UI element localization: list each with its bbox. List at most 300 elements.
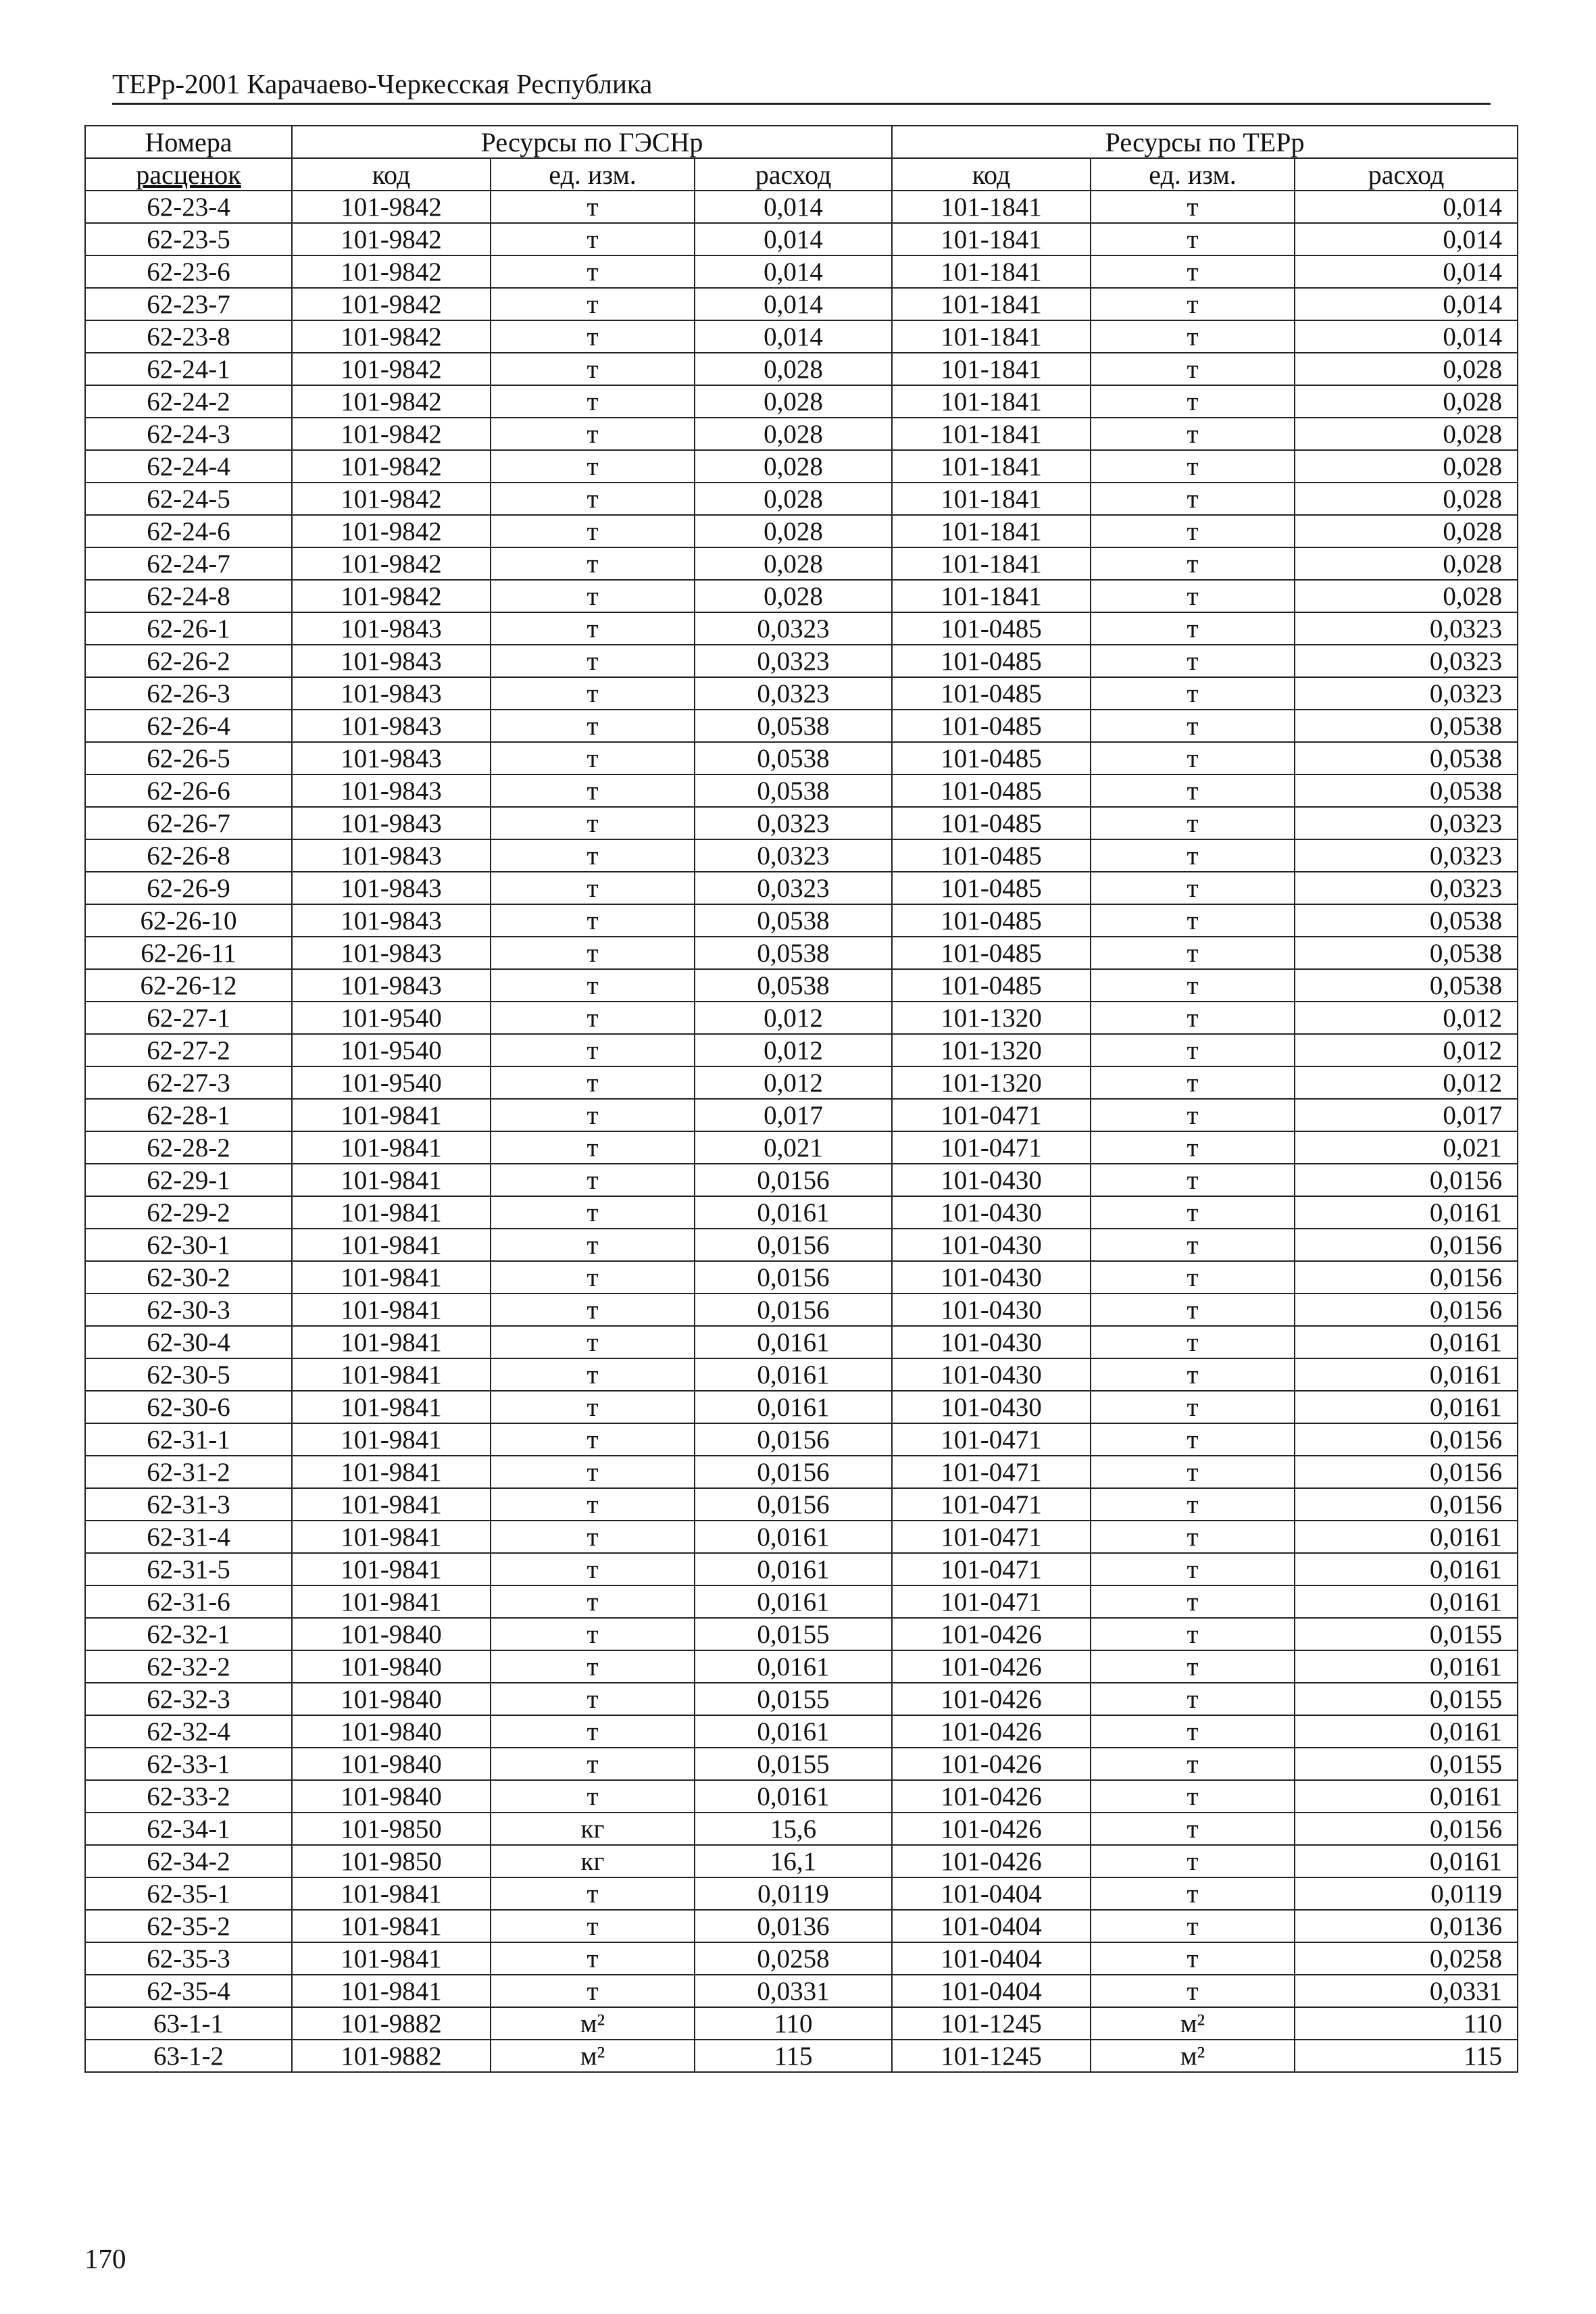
rate-number-cell: 62-31-2 — [85, 1456, 292, 1488]
rate-number-cell: 62-26-10 — [85, 904, 292, 937]
ter-code-header: код — [892, 158, 1091, 191]
gesn-unit-cell: т — [491, 1229, 695, 1261]
ter-code-cell: 101-1320 — [892, 1066, 1091, 1099]
ter-unit-cell: т — [1091, 1683, 1295, 1715]
ter-code-cell: 101-0426 — [892, 1813, 1091, 1845]
gesn-unit-cell: т — [491, 645, 695, 677]
ter-amount-cell: 0,0156 — [1295, 1813, 1518, 1845]
table-row — [85, 1423, 1518, 1456]
table-row — [85, 1553, 1518, 1585]
gesn-amount-cell: 0,0161 — [695, 1391, 892, 1423]
gesn-amount-cell: 0,0155 — [695, 1748, 892, 1780]
table-row — [85, 580, 1518, 612]
ter-unit-cell: т — [1091, 1131, 1295, 1164]
ter-amount-cell: 0,0323 — [1295, 807, 1518, 839]
table-row — [85, 1521, 1518, 1553]
ter-amount-cell: 0,012 — [1295, 1002, 1518, 1034]
gesn-amount-cell: 0,014 — [695, 223, 892, 255]
ter-code-cell: 101-0485 — [892, 677, 1091, 710]
gesn-amount-cell: 0,017 — [695, 1099, 892, 1131]
ter-amount-cell: 0,0538 — [1295, 742, 1518, 774]
gesn-code-cell: 101-9841 — [292, 1164, 491, 1196]
ter-unit-cell: т — [1091, 1164, 1295, 1196]
gesn-code-cell: 101-9841 — [292, 1196, 491, 1229]
gesn-unit-cell: т — [491, 547, 695, 580]
gesn-code-cell: 101-9841 — [292, 1229, 491, 1261]
table-row — [85, 515, 1518, 547]
ter-code-cell: 101-0430 — [892, 1229, 1091, 1261]
ter-code-cell: 101-1320 — [892, 1034, 1091, 1066]
gesn-amount-cell: 0,0161 — [695, 1715, 892, 1748]
table-row — [85, 1780, 1518, 1813]
gesn-unit-cell: т — [491, 288, 695, 320]
gesn-unit-cell: т — [491, 320, 695, 353]
ter-unit-cell: т — [1091, 1261, 1295, 1294]
table-row — [85, 1294, 1518, 1326]
gesn-unit-header: ед. изм. — [491, 158, 695, 191]
table-row — [85, 385, 1518, 418]
rate-number-cell: 62-26-1 — [85, 612, 292, 645]
ter-amount-cell: 0,014 — [1295, 288, 1518, 320]
rate-number-cell: 62-31-6 — [85, 1585, 292, 1618]
table-body — [85, 191, 1518, 2072]
table-row — [85, 1942, 1518, 1975]
gesn-code-cell: 101-9842 — [292, 418, 491, 450]
table-row — [85, 1683, 1518, 1715]
table-row — [85, 353, 1518, 385]
table-row — [85, 904, 1518, 937]
gesn-code-cell: 101-9841 — [292, 1585, 491, 1618]
ter-code-cell: 101-1841 — [892, 418, 1091, 450]
gesn-code-cell: 101-9850 — [292, 1845, 491, 1877]
table-row — [85, 1650, 1518, 1683]
ter-unit-header: ед. изм. — [1091, 158, 1295, 191]
ter-code-cell: 101-1841 — [892, 255, 1091, 288]
ter-code-cell: 101-0485 — [892, 872, 1091, 904]
gesn-amount-cell: 0,0323 — [695, 612, 892, 645]
gesn-code-cell: 101-9841 — [292, 1975, 491, 2007]
gesn-code-cell: 101-9842 — [292, 580, 491, 612]
rate-number-cell: 62-23-4 — [85, 191, 292, 223]
ter-amount-cell: 0,012 — [1295, 1066, 1518, 1099]
ter-code-cell: 101-1245 — [892, 2040, 1091, 2072]
page-title: ТЕРр-2001 Карачаево-Черкесская Республика — [112, 68, 653, 99]
gesn-amount-cell: 0,0119 — [695, 1877, 892, 1910]
gesn-code-cell: 101-9843 — [292, 677, 491, 710]
ter-code-cell: 101-0471 — [892, 1099, 1091, 1131]
gesn-unit-cell: т — [491, 1975, 695, 2007]
ter-unit-cell: т — [1091, 255, 1295, 288]
ter-unit-cell: т — [1091, 418, 1295, 450]
table-row — [85, 1131, 1518, 1164]
ter-amount-cell: 0,0161 — [1295, 1845, 1518, 1877]
ter-code-cell: 101-1841 — [892, 547, 1091, 580]
ter-amount-cell: 0,0155 — [1295, 1618, 1518, 1650]
rate-number-cell: 62-29-2 — [85, 1196, 292, 1229]
rate-number-cell: 62-30-5 — [85, 1358, 292, 1391]
ter-code-cell: 101-0426 — [892, 1618, 1091, 1650]
ter-code-cell: 101-1841 — [892, 353, 1091, 385]
gesn-code-cell: 101-9540 — [292, 1066, 491, 1099]
gesn-amount-cell: 110 — [695, 2007, 892, 2040]
ter-unit-cell: т — [1091, 612, 1295, 645]
rate-number-cell: 62-30-3 — [85, 1294, 292, 1326]
rate-number-cell: 62-27-1 — [85, 1002, 292, 1034]
ter-unit-cell: т — [1091, 1229, 1295, 1261]
table-row — [85, 2040, 1518, 2072]
ter-code-cell: 101-1841 — [892, 483, 1091, 515]
rate-number-cell: 62-23-7 — [85, 288, 292, 320]
rate-number-cell: 62-26-9 — [85, 872, 292, 904]
ter-amount-cell: 0,0156 — [1295, 1164, 1518, 1196]
gesn-amount-cell: 0,028 — [695, 483, 892, 515]
gesn-unit-cell: т — [491, 677, 695, 710]
rate-number-cell: 62-24-3 — [85, 418, 292, 450]
gesn-code-cell: 101-9840 — [292, 1780, 491, 1813]
rate-number-cell: 62-23-6 — [85, 255, 292, 288]
ter-unit-cell: т — [1091, 288, 1295, 320]
gesn-amount-cell: 0,028 — [695, 515, 892, 547]
gesn-amount-cell: 0,0538 — [695, 937, 892, 969]
gesn-amount-cell: 0,014 — [695, 320, 892, 353]
gesn-code-cell: 101-9843 — [292, 774, 491, 807]
gesn-amount-cell: 0,014 — [695, 255, 892, 288]
table-row — [85, 807, 1518, 839]
gesn-unit-cell: т — [491, 1099, 695, 1131]
gesn-code-cell: 101-9841 — [292, 1358, 491, 1391]
ter-amount-header: расход — [1295, 158, 1518, 191]
gesn-code-cell: 101-9841 — [292, 1131, 491, 1164]
ter-amount-cell: 0,0156 — [1295, 1423, 1518, 1456]
gesn-code-cell: 101-9841 — [292, 1294, 491, 1326]
gesn-code-header: код — [292, 158, 491, 191]
gesn-code-cell: 101-9842 — [292, 320, 491, 353]
gesn-amount-header: расход — [695, 158, 892, 191]
gesn-unit-cell: т — [491, 515, 695, 547]
gesn-code-cell: 101-9840 — [292, 1683, 491, 1715]
gesn-amount-cell: 0,0323 — [695, 839, 892, 872]
gesn-amount-cell: 0,0161 — [695, 1358, 892, 1391]
gesn-amount-cell: 0,0323 — [695, 645, 892, 677]
ter-code-cell: 101-0426 — [892, 1650, 1091, 1683]
ter-amount-cell: 0,0538 — [1295, 710, 1518, 742]
ter-amount-cell: 0,0161 — [1295, 1326, 1518, 1358]
gesn-unit-cell: т — [491, 807, 695, 839]
gesn-code-cell: 101-9843 — [292, 807, 491, 839]
ter-unit-cell: т — [1091, 1456, 1295, 1488]
ter-code-cell: 101-0471 — [892, 1553, 1091, 1585]
ter-unit-cell: т — [1091, 450, 1295, 483]
ter-amount-cell: 0,0538 — [1295, 937, 1518, 969]
ter-amount-cell: 0,014 — [1295, 223, 1518, 255]
gesn-unit-cell: т — [491, 872, 695, 904]
gesn-amount-cell: 0,0323 — [695, 872, 892, 904]
rate-number-cell: 62-31-4 — [85, 1521, 292, 1553]
gesn-code-cell: 101-9842 — [292, 353, 491, 385]
ter-code-cell: 101-0404 — [892, 1910, 1091, 1942]
ter-unit-cell: т — [1091, 1780, 1295, 1813]
ter-unit-cell: м² — [1091, 2040, 1295, 2072]
ter-amount-cell: 0,0155 — [1295, 1748, 1518, 1780]
rate-number-cell: 62-26-3 — [85, 677, 292, 710]
ter-amount-cell: 0,0331 — [1295, 1975, 1518, 2007]
gesn-unit-cell: т — [491, 1164, 695, 1196]
ter-code-cell: 101-0485 — [892, 742, 1091, 774]
gesn-code-cell: 101-9842 — [292, 547, 491, 580]
table-row — [85, 839, 1518, 872]
rate-number-cell: 62-29-1 — [85, 1164, 292, 1196]
ter-unit-cell: т — [1091, 515, 1295, 547]
rate-number-cell: 62-32-2 — [85, 1650, 292, 1683]
rate-number-cell: 62-26-5 — [85, 742, 292, 774]
ter-amount-cell: 0,028 — [1295, 353, 1518, 385]
rate-number-cell: 62-27-2 — [85, 1034, 292, 1066]
ter-amount-cell: 0,028 — [1295, 385, 1518, 418]
rate-number-cell: 62-35-3 — [85, 1942, 292, 1975]
gesn-code-cell: 101-9841 — [292, 1521, 491, 1553]
ter-amount-cell: 0,017 — [1295, 1099, 1518, 1131]
gesn-unit-cell: т — [491, 904, 695, 937]
gesn-unit-cell: т — [491, 1942, 695, 1975]
gesn-amount-cell: 115 — [695, 2040, 892, 2072]
ter-amount-cell: 0,028 — [1295, 483, 1518, 515]
gesn-amount-cell: 0,0156 — [695, 1229, 892, 1261]
gesn-unit-cell: т — [491, 1585, 695, 1618]
rate-number-cell: 62-30-4 — [85, 1326, 292, 1358]
ter-amount-cell: 0,014 — [1295, 255, 1518, 288]
ter-amount-cell: 0,0538 — [1295, 904, 1518, 937]
gesn-unit-cell: т — [491, 774, 695, 807]
gesn-code-cell: 101-9841 — [292, 1942, 491, 1975]
gesn-unit-cell: т — [491, 1488, 695, 1521]
gesn-code-cell: 101-9843 — [292, 612, 491, 645]
gesn-code-cell: 101-9842 — [292, 483, 491, 515]
gesn-amount-cell: 0,021 — [695, 1131, 892, 1164]
ter-unit-cell: т — [1091, 483, 1295, 515]
gesn-amount-cell: 0,0331 — [695, 1975, 892, 2007]
rate-number-cell: 62-28-2 — [85, 1131, 292, 1164]
ter-code-cell: 101-1841 — [892, 288, 1091, 320]
gesn-code-cell: 101-9540 — [292, 1002, 491, 1034]
ter-unit-cell: т — [1091, 742, 1295, 774]
table-row — [85, 1618, 1518, 1650]
ter-code-cell: 101-0471 — [892, 1488, 1091, 1521]
rate-number-cell: 62-35-1 — [85, 1877, 292, 1910]
ter-unit-cell: т — [1091, 191, 1295, 223]
gesn-unit-cell: м² — [491, 2040, 695, 2072]
table-row — [85, 1034, 1518, 1066]
ter-amount-cell: 0,028 — [1295, 580, 1518, 612]
rate-number-cell: 62-28-1 — [85, 1099, 292, 1131]
ter-unit-cell: т — [1091, 1066, 1295, 1099]
gesn-unit-cell: т — [491, 1456, 695, 1488]
ter-unit-cell: т — [1091, 774, 1295, 807]
gesn-unit-cell: т — [491, 1002, 695, 1034]
gesn-code-cell: 101-9882 — [292, 2040, 491, 2072]
resources-table — [84, 125, 1518, 2073]
page-header — [112, 62, 1491, 105]
gesn-code-cell: 101-9850 — [292, 1813, 491, 1845]
gesn-code-cell: 101-9843 — [292, 937, 491, 969]
ter-amount-cell: 0,0323 — [1295, 872, 1518, 904]
rate-number-cell: 63-1-1 — [85, 2007, 292, 2040]
table-header-row-1 — [85, 126, 1518, 158]
ter-code-cell: 101-0430 — [892, 1164, 1091, 1196]
gesn-unit-cell: т — [491, 255, 695, 288]
ter-amount-cell: 0,014 — [1295, 320, 1518, 353]
ter-code-cell: 101-0485 — [892, 774, 1091, 807]
gesn-amount-cell: 0,0136 — [695, 1910, 892, 1942]
gesn-code-cell: 101-9843 — [292, 969, 491, 1002]
gesn-amount-cell: 0,0323 — [695, 807, 892, 839]
ter-code-cell: 101-0471 — [892, 1131, 1091, 1164]
ter-unit-cell: т — [1091, 645, 1295, 677]
ter-code-cell: 101-0430 — [892, 1326, 1091, 1358]
ter-unit-cell: т — [1091, 1034, 1295, 1066]
rate-number-cell: 62-34-1 — [85, 1813, 292, 1845]
table-row — [85, 872, 1518, 904]
gesn-amount-cell: 0,0538 — [695, 742, 892, 774]
gesn-code-cell: 101-9841 — [292, 1910, 491, 1942]
gesn-amount-cell: 0,028 — [695, 547, 892, 580]
gesn-code-cell: 101-9840 — [292, 1618, 491, 1650]
ter-unit-cell: т — [1091, 1294, 1295, 1326]
ter-code-cell: 101-1320 — [892, 1002, 1091, 1034]
ter-code-cell: 101-0404 — [892, 1975, 1091, 2007]
ter-code-cell: 101-0426 — [892, 1780, 1091, 1813]
gesn-amount-cell: 0,028 — [695, 580, 892, 612]
rate-number-cell: 63-1-2 — [85, 2040, 292, 2072]
ter-code-cell: 101-0430 — [892, 1294, 1091, 1326]
table-row — [85, 483, 1518, 515]
ter-code-cell: 101-0426 — [892, 1845, 1091, 1877]
table-row — [85, 710, 1518, 742]
ter-code-cell: 101-0471 — [892, 1456, 1091, 1488]
gesn-unit-cell: т — [491, 450, 695, 483]
gesn-code-cell: 101-9841 — [292, 1423, 491, 1456]
gesn-unit-cell: т — [491, 1748, 695, 1780]
ter-amount-cell: 0,028 — [1295, 547, 1518, 580]
ter-amount-cell: 0,0136 — [1295, 1910, 1518, 1942]
table-row — [85, 1877, 1518, 1910]
gesn-unit-cell: т — [491, 1196, 695, 1229]
ter-unit-cell: т — [1091, 1099, 1295, 1131]
gesn-unit-cell: кг — [491, 1845, 695, 1877]
ter-amount-cell: 0,0156 — [1295, 1488, 1518, 1521]
table-row — [85, 450, 1518, 483]
table-row — [85, 320, 1518, 353]
gesn-amount-cell: 0,0538 — [695, 710, 892, 742]
gesn-unit-cell: т — [491, 1066, 695, 1099]
rate-number-cell: 62-30-1 — [85, 1229, 292, 1261]
gesn-code-cell: 101-9842 — [292, 255, 491, 288]
ter-code-cell: 101-0485 — [892, 937, 1091, 969]
ter-amount-cell: 0,0258 — [1295, 1942, 1518, 1975]
gesn-amount-cell: 0,0161 — [695, 1780, 892, 1813]
ter-unit-cell: т — [1091, 839, 1295, 872]
rate-number-cell: 62-26-11 — [85, 937, 292, 969]
ter-code-cell: 101-0404 — [892, 1942, 1091, 1975]
gesn-code-cell: 101-9841 — [292, 1456, 491, 1488]
number-header-top: Номера — [85, 126, 292, 158]
gesn-unit-cell: т — [491, 418, 695, 450]
ter-amount-cell: 0,021 — [1295, 1131, 1518, 1164]
ter-unit-cell: т — [1091, 547, 1295, 580]
ter-unit-cell: т — [1091, 1521, 1295, 1553]
table-row — [85, 969, 1518, 1002]
ter-code-cell: 101-0471 — [892, 1423, 1091, 1456]
table-row — [85, 1456, 1518, 1488]
gesn-amount-cell: 0,0258 — [695, 1942, 892, 1975]
ter-code-cell: 101-0430 — [892, 1261, 1091, 1294]
table-head — [85, 126, 1518, 191]
rate-number-cell: 62-31-5 — [85, 1553, 292, 1585]
ter-code-cell: 101-0485 — [892, 839, 1091, 872]
gesn-unit-cell: т — [491, 1423, 695, 1456]
table-row — [85, 1358, 1518, 1391]
ter-unit-cell: т — [1091, 1423, 1295, 1456]
gesn-code-cell: 101-9843 — [292, 904, 491, 937]
table-row — [85, 1229, 1518, 1261]
ter-unit-cell: м² — [1091, 2007, 1295, 2040]
table-row — [85, 1391, 1518, 1423]
ter-unit-cell: т — [1091, 872, 1295, 904]
ter-unit-cell: т — [1091, 223, 1295, 255]
gesn-code-cell: 101-9840 — [292, 1748, 491, 1780]
rate-number-cell: 62-26-7 — [85, 807, 292, 839]
gesn-unit-cell: т — [491, 1034, 695, 1066]
table-row — [85, 677, 1518, 710]
gesn-unit-cell: кг — [491, 1813, 695, 1845]
gesn-unit-cell: т — [491, 1358, 695, 1391]
ter-amount-cell: 0,0155 — [1295, 1683, 1518, 1715]
rate-number-cell: 62-24-7 — [85, 547, 292, 580]
ter-unit-cell: т — [1091, 1196, 1295, 1229]
ter-code-cell: 101-0471 — [892, 1585, 1091, 1618]
table-row — [85, 774, 1518, 807]
gesn-unit-cell: т — [491, 1294, 695, 1326]
ter-unit-cell: т — [1091, 1002, 1295, 1034]
rate-number-cell: 62-32-1 — [85, 1618, 292, 1650]
table-row — [85, 1975, 1518, 2007]
table-row — [85, 1002, 1518, 1034]
gesn-amount-cell: 0,012 — [695, 1066, 892, 1099]
gesn-code-cell: 101-9540 — [292, 1034, 491, 1066]
gesn-amount-cell: 0,0156 — [695, 1261, 892, 1294]
ter-group-header: Ресурсы по ТЕРр — [892, 126, 1518, 158]
gesn-unit-cell: т — [491, 1326, 695, 1358]
gesn-unit-cell: т — [491, 1391, 695, 1423]
ter-unit-cell: т — [1091, 807, 1295, 839]
ter-code-cell: 101-0426 — [892, 1715, 1091, 1748]
ter-amount-cell: 0,012 — [1295, 1034, 1518, 1066]
resources-table-container — [84, 125, 1517, 2073]
table-row — [85, 742, 1518, 774]
table-row — [85, 1488, 1518, 1521]
ter-unit-cell: т — [1091, 1942, 1295, 1975]
ter-code-cell: 101-0404 — [892, 1877, 1091, 1910]
rate-number-cell: 62-26-8 — [85, 839, 292, 872]
gesn-amount-cell: 0,0161 — [695, 1326, 892, 1358]
gesn-unit-cell: т — [491, 483, 695, 515]
ter-unit-cell: т — [1091, 1358, 1295, 1391]
ter-code-cell: 101-0485 — [892, 969, 1091, 1002]
ter-amount-cell: 0,028 — [1295, 450, 1518, 483]
gesn-code-cell: 101-9842 — [292, 450, 491, 483]
ter-unit-cell: т — [1091, 1553, 1295, 1585]
gesn-amount-cell: 0,0323 — [695, 677, 892, 710]
table-row — [85, 1813, 1518, 1845]
